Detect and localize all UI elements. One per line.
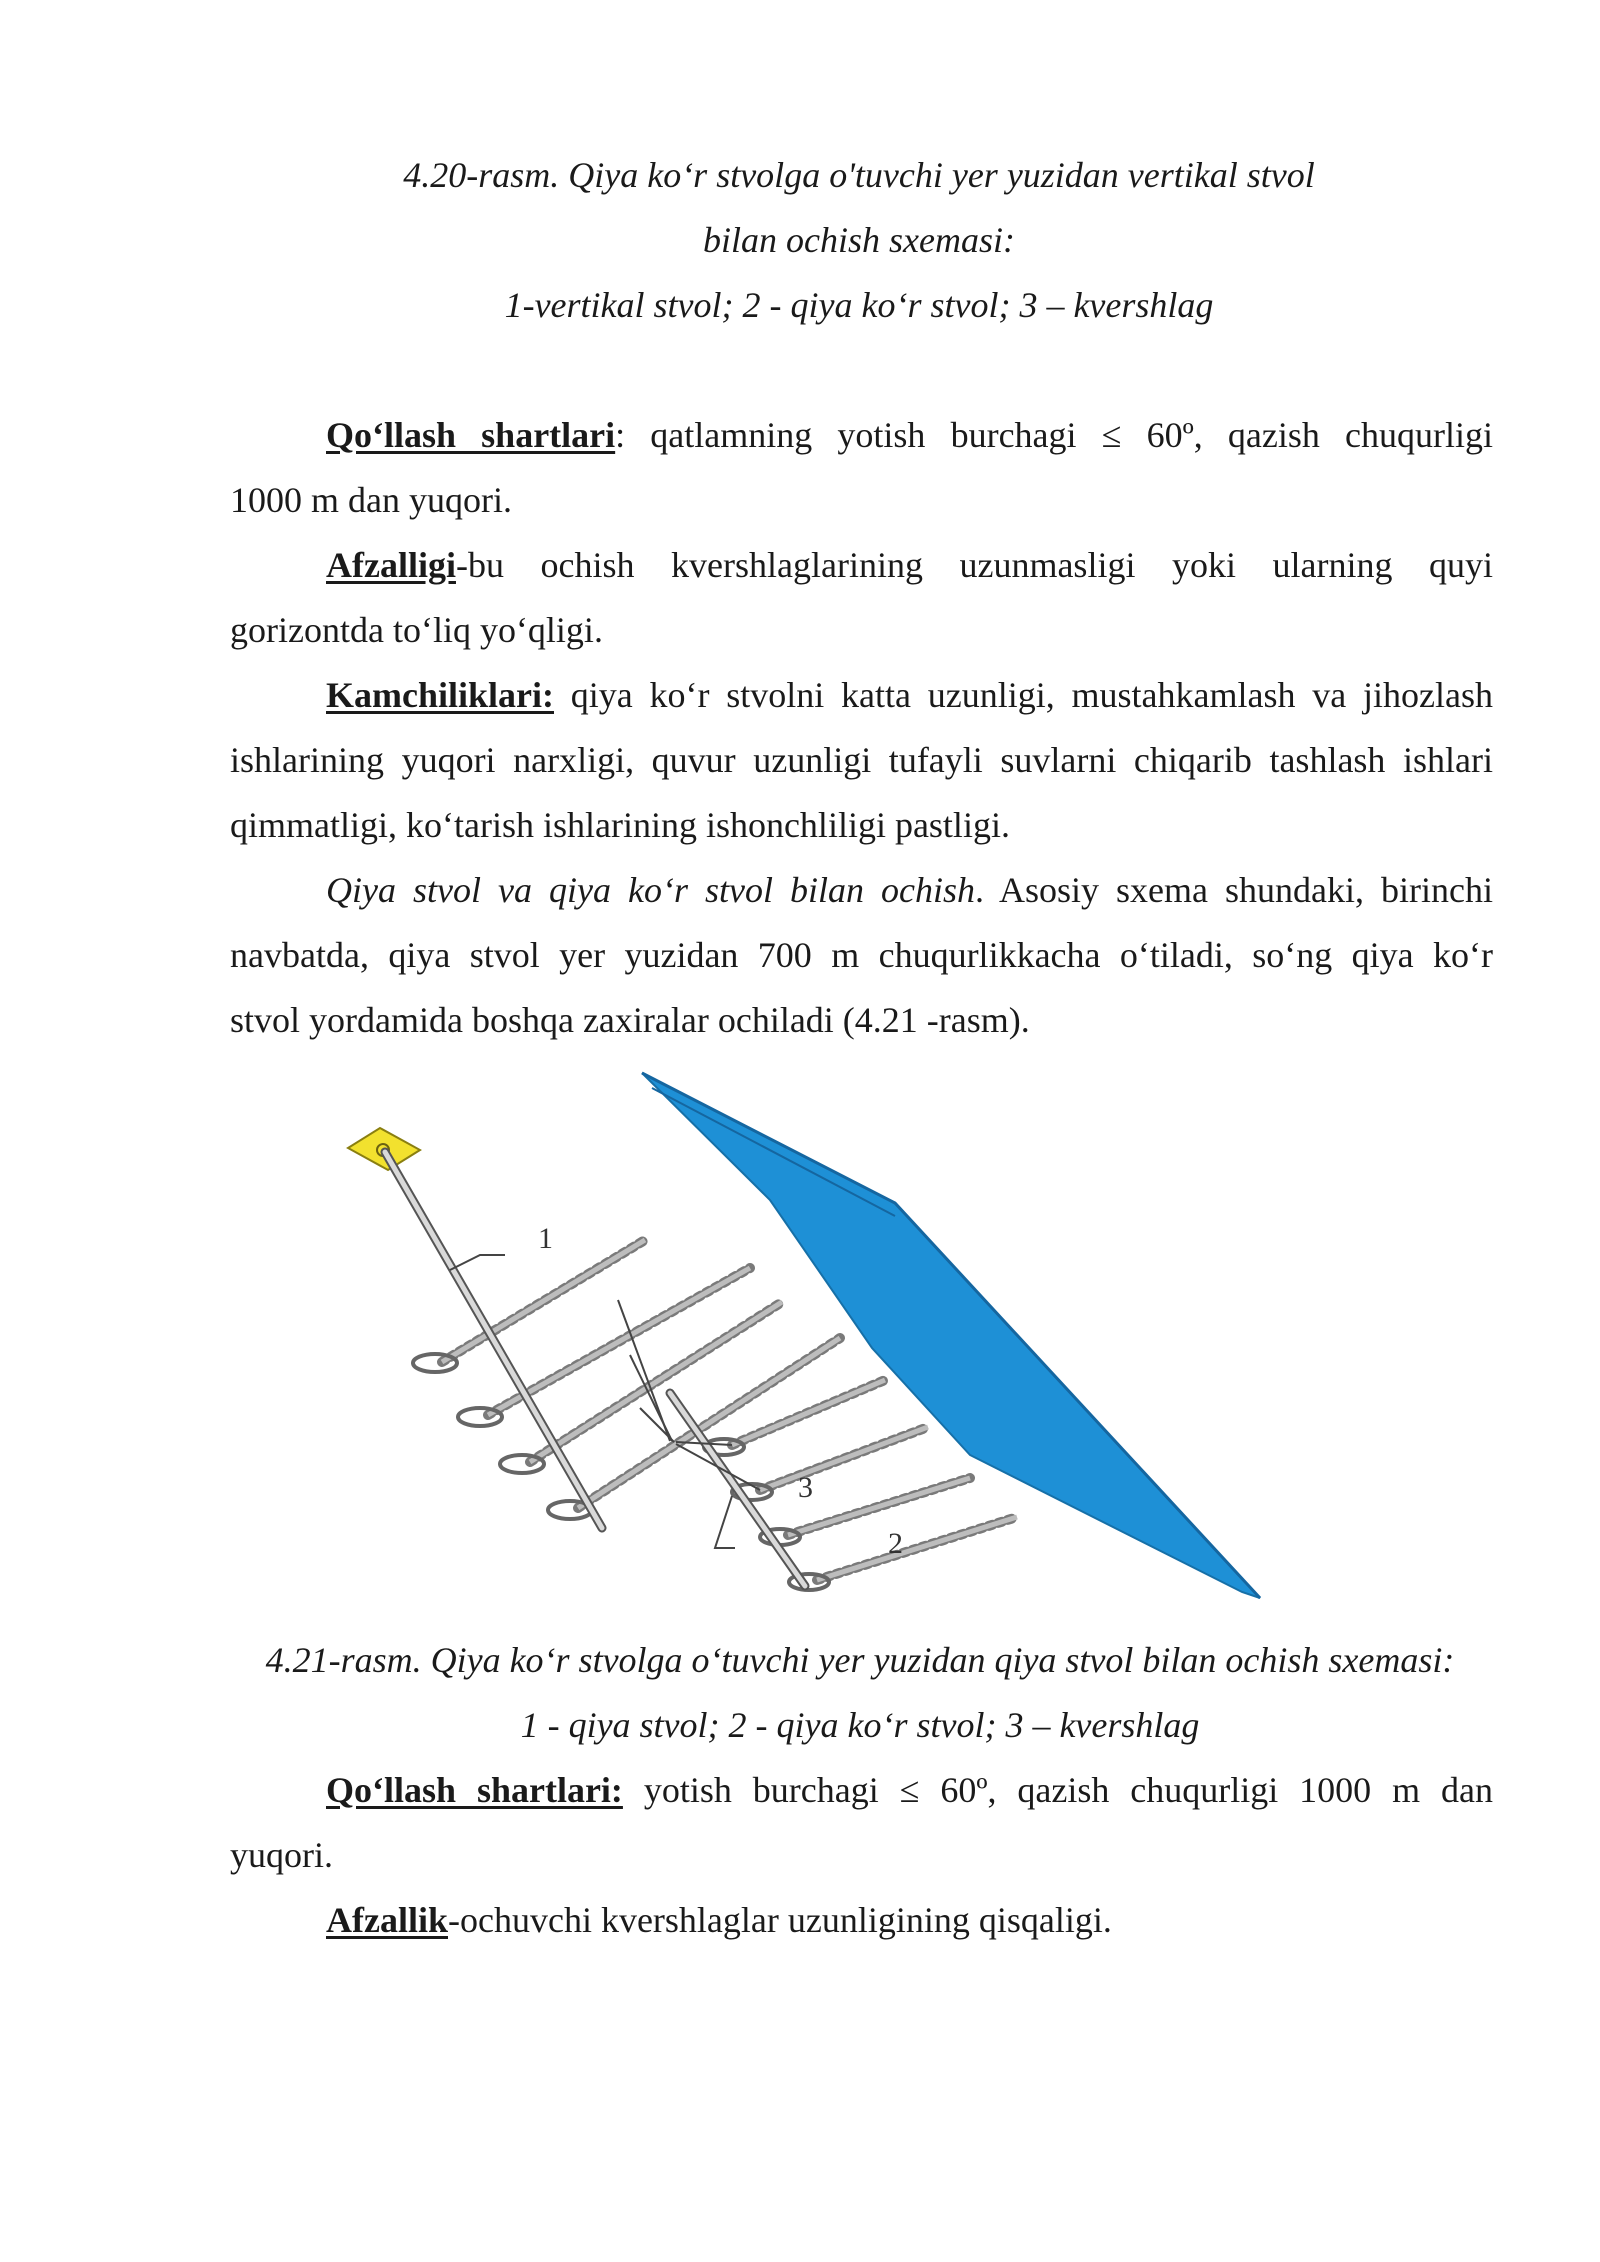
paragraph-text: 1000 m dan yuqori. bbox=[230, 480, 512, 520]
paragraph-inclined-shaft-method bbox=[230, 858, 1493, 1053]
label-application-conditions: Qo‘llash shartlari bbox=[326, 415, 616, 455]
paragraph-text: gorizontda to‘liq yo‘qligi. bbox=[230, 610, 603, 650]
figure-label-3: 3 bbox=[798, 1471, 813, 1504]
leader-line-3 bbox=[640, 1408, 674, 1442]
caption-line: 4.20-rasm. Qiya ko‘r stvolga o'tuvchi yer yuzidan vertikal stvol bbox=[403, 155, 1315, 195]
label-advantage: Afzallik bbox=[326, 1900, 448, 1940]
paragraph-text: stvol yordamida boshqa zaxiralar ochiladi (4.21 -rasm). bbox=[230, 1000, 1030, 1040]
paragraph-text: -bu ochish kvershlaglarining uzunmasligi yoki ularning quyi bbox=[455, 545, 1493, 585]
caption-line: 1-vertikal stvol; 2 - qiya ko‘r stvol; 3 – kvershlag bbox=[504, 285, 1214, 325]
paragraph-text: yotish burchagi ≤ 60º, qazish chuqurligi 1000 m dan bbox=[622, 1770, 1493, 1810]
label-advantages: Afzalligi bbox=[326, 545, 456, 585]
figure-4-21-scheme bbox=[330, 1070, 1280, 1610]
caption-line: bilan ochish sxemasi: bbox=[703, 220, 1015, 260]
figure-label-1: 1 bbox=[538, 1222, 553, 1255]
paragraph-text: navbatda, qiya stvol yer yuzidan 700 m chuqurlikkacha o‘tiladi, so‘ng qiya ko‘r bbox=[230, 935, 1493, 975]
paragraph-text: qimmatligi, ko‘tarish ishlarining ishonchliligi pastligi. bbox=[230, 805, 1010, 845]
paragraph-text: . Asosiy sxema shundaki, birinchi bbox=[974, 870, 1493, 910]
inclined-shaft-1-fill bbox=[385, 1152, 602, 1528]
caption-line: 4.21-rasm. Qiya ko‘r stvolga o‘tuvchi yer yuzidan qiya stvol bilan ochish sxemasi: bbox=[265, 1640, 1455, 1680]
leader-line-2 bbox=[715, 1496, 735, 1548]
paragraph-advantage-2 bbox=[230, 1888, 1493, 1953]
paragraph-application-conditions bbox=[230, 403, 1493, 533]
crosscut-group-1 bbox=[413, 1240, 840, 1519]
label-application-conditions: Qo‘llash shartlari: bbox=[326, 1770, 623, 1810]
leader-line-1 bbox=[450, 1255, 505, 1270]
figure-caption-4-21 bbox=[215, 1628, 1505, 1758]
italic-term: Qiya stvol va qiya ko‘r stvol bilan ochish bbox=[326, 870, 975, 910]
caption-line: 1 - qiya stvol; 2 - qiya ko‘r stvol; 3 – kvershlag bbox=[520, 1705, 1200, 1745]
paragraph-text: : qatlamning yotish burchagi ≤ 60º, qazish chuqurligi bbox=[615, 415, 1493, 455]
label-disadvantages: Kamchiliklari: bbox=[326, 675, 554, 715]
paragraph-disadvantages bbox=[230, 663, 1493, 858]
figure-label-2: 2 bbox=[888, 1527, 903, 1560]
paragraph-text: ishlarining yuqori narxligi, quvur uzunligi tufayli suvlarni chiqarib tashlash ishlari bbox=[230, 740, 1493, 780]
paragraph-application-conditions-2 bbox=[230, 1758, 1493, 1888]
leader-line-3 bbox=[676, 1444, 760, 1490]
paragraph-advantages bbox=[230, 533, 1493, 663]
paragraph-text: qiya ko‘r stvolni katta uzunligi, mustahkamlash va jihozlash bbox=[554, 675, 1493, 715]
figure-caption-4-20 bbox=[225, 143, 1493, 338]
paragraph-text: -ochuvchi kvershlaglar uzunligining qisqaligi. bbox=[448, 1900, 1112, 1940]
paragraph-text: yuqori. bbox=[230, 1835, 333, 1875]
